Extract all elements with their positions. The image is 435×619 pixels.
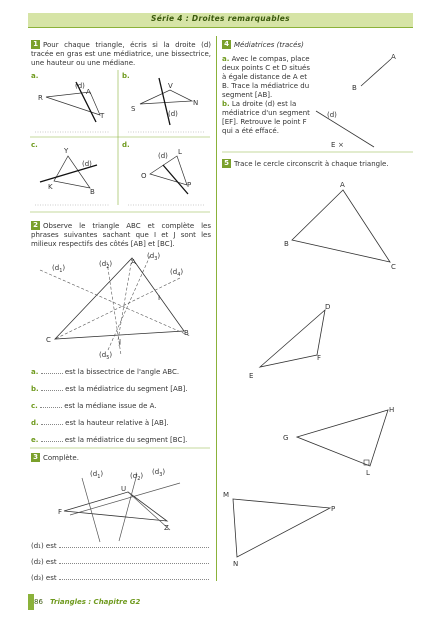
ex3-number: 3 [31,453,40,462]
fig-a-R: R [38,94,43,102]
ex2-item: b. est la médiatrice du segment [AB]. [31,385,188,393]
svg-text:P: P [331,505,336,513]
fig-a-T: T [100,112,105,120]
ex2-text: Observe le triangle ABC et complète les phrases suivantes sachant que I et J sont les milieux respectifs des côtés [AB] et [BC]. [31,222,211,248]
ex2-item: e. est la médiatrice du segment [BC]. [31,436,188,444]
ex4-number: 4 [222,40,231,49]
ex3-title: Complète. [43,454,79,462]
svg-text:N: N [233,560,239,568]
ex5-text: Trace le cercle circonscrit à chaque triangle. [234,160,389,168]
ex5-number: 5 [222,159,231,168]
ex3-Z: Z [164,524,169,532]
triangle-def [260,310,325,367]
svg-text:(d4): $(d_4)$ [170,268,184,278]
svg-text:L: L [366,469,370,477]
triangle-ghl [297,410,388,466]
svg-text:G: G [283,434,289,442]
ex4-E: E [331,141,336,149]
ex1-label-d: d. [122,141,130,149]
fig-b-S: S [131,105,136,113]
triangle-abc [292,190,390,262]
page-number: 86 [34,598,43,606]
ex2-A: A [131,258,136,266]
svg-text:C: C [391,263,396,271]
page-title: Série 4 : Droites remarquables [151,14,290,23]
fig-b-d: (d) [168,110,178,118]
ex1-label-a: a. [31,72,39,80]
svg-text:(d1): $(d_1)$ [52,264,66,274]
ex4-d: (d) [327,111,337,119]
fig-d-d: (d) [158,152,168,160]
fig-c-Y: Y [64,147,69,155]
svg-text:(d3): $(d_3)$ [152,468,166,478]
svg-text:D: D [325,303,331,311]
ex3-F: F [58,508,63,516]
svg-text:(d1): $(d_1)$ [90,470,104,480]
fig-b-N: N [193,99,199,107]
svg-text:B: B [284,240,289,248]
fig-c-d: (d) [82,160,92,168]
ex2-C: C [46,336,51,344]
ex3-line: (d₂) est [31,558,211,574]
chapter-label: Triangles : Chapitre G2 [50,598,141,606]
svg-text:F: F [317,354,322,362]
fig-c-K: K [48,183,53,191]
ex2-item: a. est la bissectrice de l'angle ABC. [31,368,180,376]
fig-d-L: L [178,148,182,156]
fig-a-A: A [86,88,91,96]
ex1-label-c: c. [31,141,38,149]
fig-d-P: P [187,181,192,189]
ex4-a: a. Avec le compas, place deux points C et D situés à égale distance de A et B. Trace la médiatrice du segment [AB]. [222,55,311,99]
svg-text:A: A [340,181,345,189]
svg-text:E: E [249,372,254,380]
fig-a-d: (d) [75,82,85,90]
fig-b-V: V [168,82,173,90]
ex2-B: B [184,329,189,337]
ex1-label-b: b. [122,72,130,80]
svg-text:(d2): $(d_2)$ [130,472,144,482]
ex4-B: B [352,84,357,92]
svg-text:(d2): $(d_2)$ [99,260,113,270]
ex2-number: 2 [31,221,40,230]
ex3-U: U [121,485,127,493]
ex3-line: (d₁) est [31,542,211,558]
ex2-item: d. est la hauteur relative à [AB]. [31,419,169,427]
svg-text:H: H [389,406,395,414]
ex4-b: b. La droite (d) est la médiatrice d'un segment [EF]. Retrouve le point F qui a été effacé. [222,100,310,135]
ex1-number: 1 [31,40,40,49]
svg-text:(d3): $(d_3)$ [147,252,161,262]
ex1-text: Pour chaque triangle, écris si la droite (d) tracée en gras est une médiatrice, une bissectrice, une hauteur ou une médiane. [31,41,211,67]
svg-text:M: M [223,491,230,499]
ex4-title: Médiatrices (tracés) [234,41,304,49]
fig-d-O: O [141,172,147,180]
ex2-item: c. est la médiane issue de A. [31,402,157,410]
svg-text:×: × [338,141,344,149]
triangle-mnp [233,499,330,557]
ex2-I: I [158,294,161,302]
svg-text:(d5): $(d_5)$ [99,351,113,361]
ex3-line: (d₃) est [31,574,211,590]
fig-c-B: B [90,188,95,196]
ex2-J: J [119,338,122,346]
ex4-A: A [391,53,396,61]
